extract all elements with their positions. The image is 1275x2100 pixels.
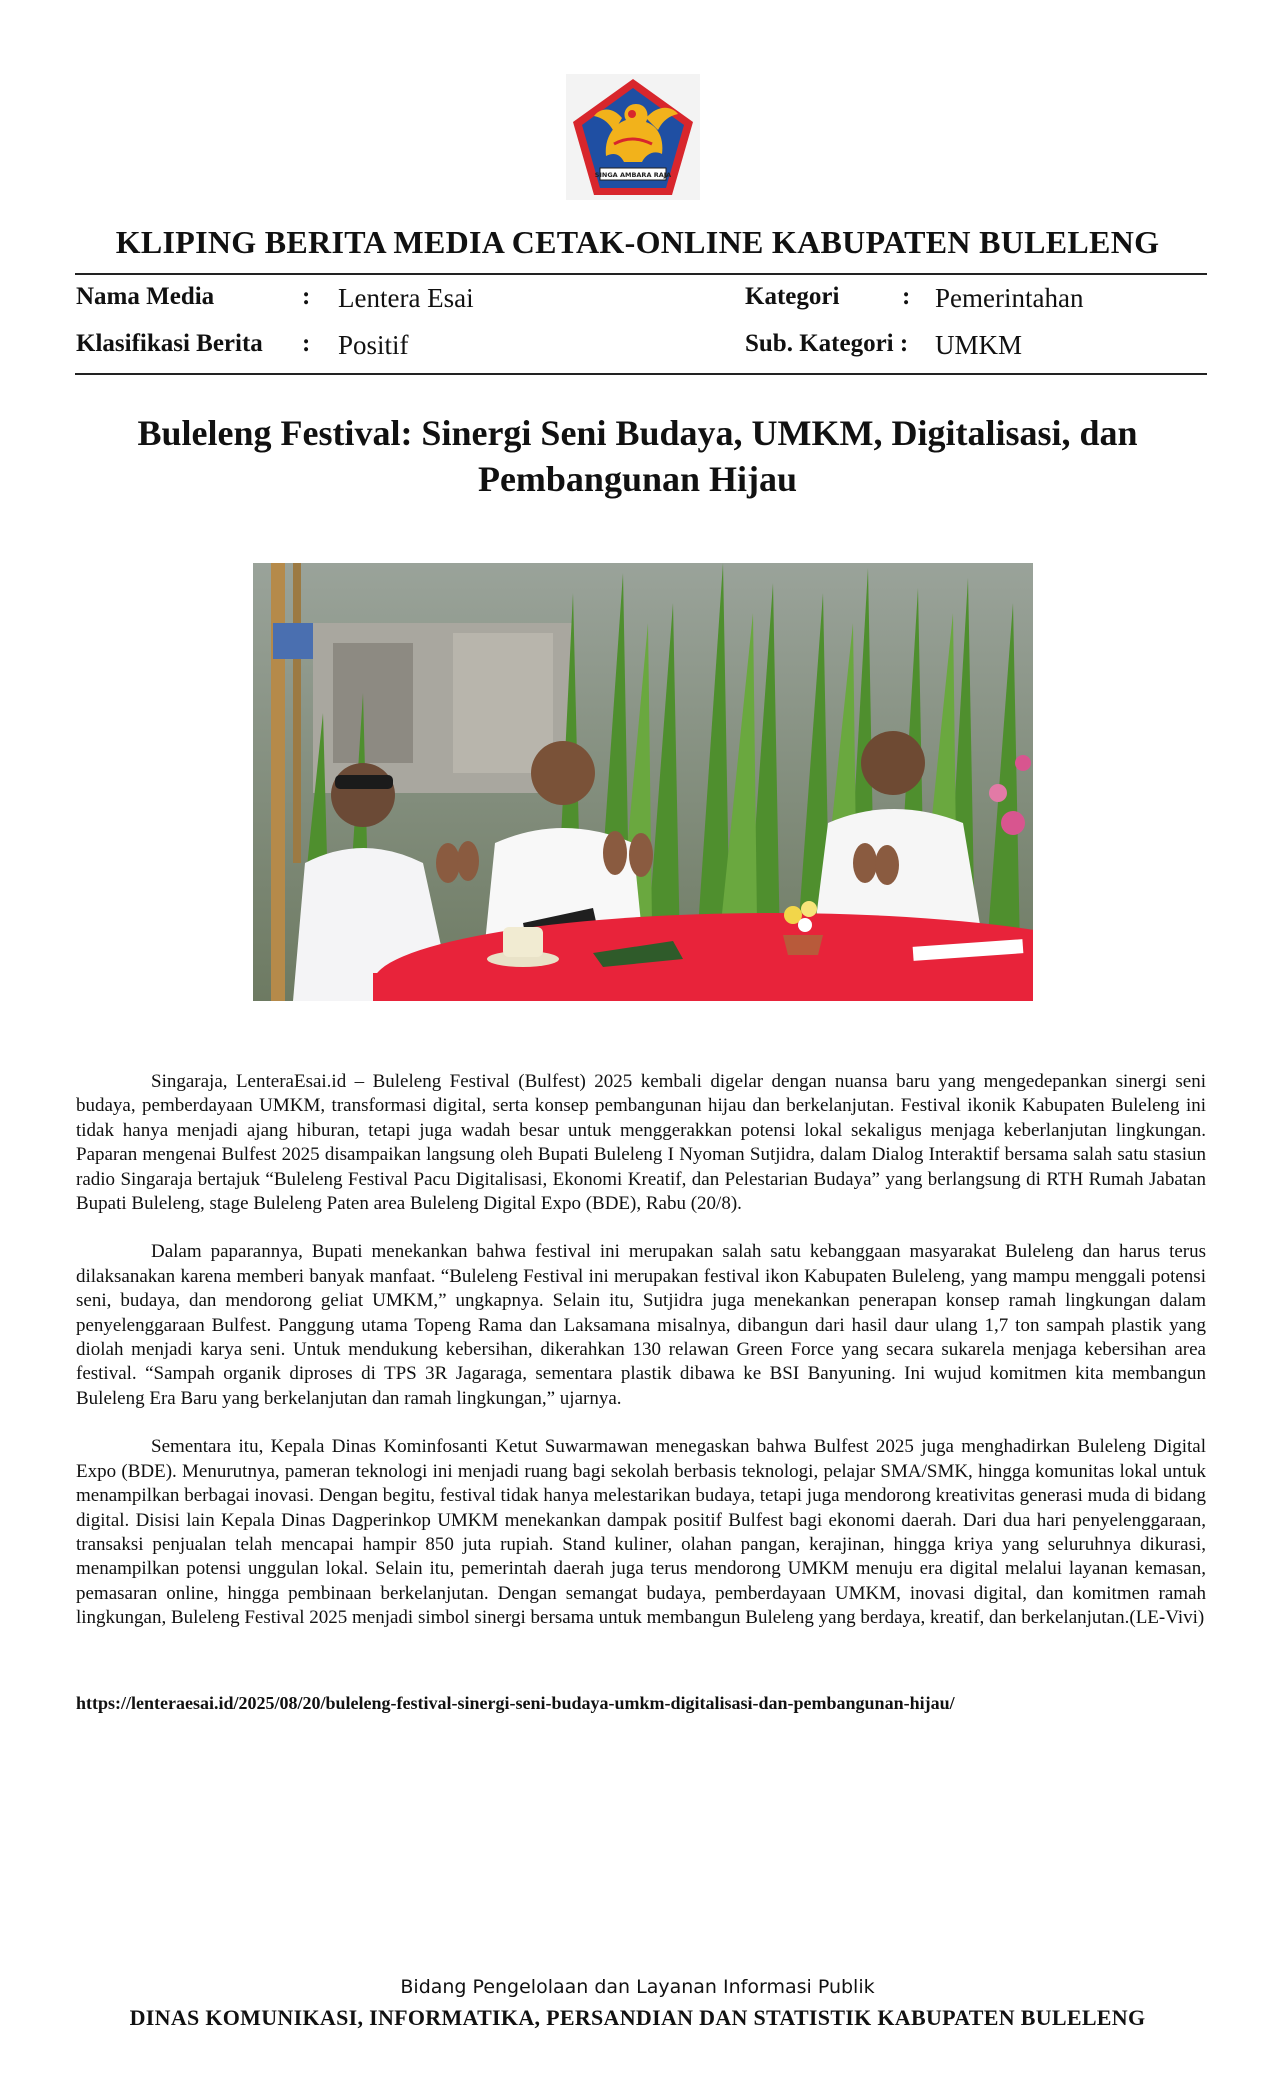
nama-media-colon: :	[302, 283, 311, 310]
article-photo	[253, 563, 1033, 1001]
headline-line-1: Buleleng Festival: Sinergi Seni Budaya, UMKM, Digitalisasi, dan	[137, 413, 1138, 453]
sub-kategori-label: Sub. Kategori :	[745, 330, 909, 357]
footer-agency: DINAS KOMUNIKASI, INFORMATIKA, PERSANDIAN DAN STATISTIK KABUPATEN BULELENG	[129, 2005, 1146, 2030]
document-title: KLIPING BERITA MEDIA CETAK-ONLINE KABUPATEN BULELENG	[115, 224, 1160, 260]
source-url-link[interactable]: https://lenteraesai.id/2025/08/20/buleleng-festival-sinergi-seni-budaya-umkm-digitalisasi-dan-pembangunan-hijau/	[76, 1693, 955, 1713]
footer-division: Bidang Pengelolaan dan Layanan Informasi Publik	[400, 1976, 875, 1998]
kabupaten-buleleng-crest-icon	[566, 74, 700, 200]
kategori-colon: :	[902, 283, 911, 310]
sub-kategori-value: UMKM	[935, 330, 1023, 360]
bottom-divider	[75, 373, 1207, 375]
headline-line-2: Pembangunan Hijau	[477, 459, 798, 499]
nama-media-value: Lentera Esai	[338, 283, 474, 313]
nama-media-label: Nama Media	[76, 283, 215, 310]
article-paragraph-2: Dalam paparannya, Bupati menekankan bahwa festival ini merupakan salah satu kebanggaan masyarakat Buleleng dan harus terus dilaksanakan karena memberi banyak manfaat. “Buleleng Festival ini merupakan festival ikon Kabupaten Buleleng, yang mampu menggali potensi seni, budaya, dan mendorong geliat UMKM,” ungkapnya. Selain itu, Sutjidra juga menekankan penerapan konsep ramah lingkungan dalam penyelenggaraan Bulfest. Panggung utama Topeng Rama dan Laksamana misalnya, dibangun dari hasil daur ulang 1,7 ton sampah plastik yang diolah menjadi karya seni. Untuk mendukung kebersihan, dikerahkan 130 relawan Green Force yang secara sukarela menjaga kebersihan area festival. “Sampah organik diproses di TPS 3R Jagaraga, sementara plastik dibawa ke BSI Banyuning. Ini wujud komitmen kita membangun Buleleng Era Baru yang berkelanjutan dan ramah lingkungan,” ujarnya.	[76, 1241, 1206, 1409]
article-headline	[100, 410, 1175, 502]
logo-motto: SINGA AMBARA RAJA	[594, 171, 672, 179]
article-paragraph-1: Singaraja, LenteraEsai.id – Buleleng Festival (Bulfest) 2025 kembali digelar dengan nuansa baru yang mengedepankan sinergi seni budaya, pemberdayaan UMKM, transformasi digital, serta konsep pembangunan hijau dan berkelanjutan. Festival ikonik Kabupaten Buleleng ini tidak hanya menjadi ajang hiburan, tetapi juga wadah besar untuk menggerakkan potensi lokal sekaligus menjaga keberlanjutan lingkungan. Paparan mengenai Bulfest 2025 disampaikan langsung oleh Bupati Buleleng I Nyoman Sutjidra, dalam Dialog Interaktif bersama salah satu stasiun radio Singaraja bertajuk “Buleleng Festival Pacu Digitalisasi, Ekonomi Kreatif, dan Pelestarian Budaya” yang berlangsung di RTH Rumah Jabatan Bupati Buleleng, stage Buleleng Paten area Buleleng Digital Expo (BDE), Rabu (20/8).	[76, 1071, 1206, 1215]
kategori-value: Pemerintahan	[935, 283, 1084, 313]
klasifikasi-colon: :	[302, 330, 311, 357]
top-divider	[75, 273, 1207, 275]
article-body	[76, 1070, 1206, 1655]
article-paragraph-3: Sementara itu, Kepala Dinas Kominfosanti Ketut Suwarmawan menegaskan bahwa Bulfest 2025 juga menghadirkan Buleleng Digital Expo (BDE). Menurutnya, pameran teknologi ini menjadi ruang bagi sekolah berbasis teknologi, pelajar SMA/SMK, hingga komunitas lokal untuk menampilkan berbagai inovasi. Dengan begitu, festival tidak hanya melestarikan budaya, tetapi juga mendorong kreativitas generasi muda di bidang digital. Disisi lain Kepala Dinas Dagperinkop UMKM menekankan dampak positif Bulfest bagi ekonomi daerah. Dari dua hari penyelenggaraan, transaksi penjualan telah mencapai hampir 850 juta rupiah. Stand kuliner, olahan pangan, kerajinan, hingga kriya yang seluruhnya dikurasi, menampilkan potensi unggulan lokal. Selain itu, pemerintah daerah juga terus mendorong UMKM menuju era digital melalui layanan kemasan, pemasaran online, hingga pembinaan berkelanjutan. Dengan semangat budaya, pemberdayaan UMKM, inovasi digital, dan komitmen ramah lingkungan, Buleleng Festival 2025 menjadi simbol sinergi bersama untuk membangun Buleleng yang berdaya, kreatif, dan berkelanjutan.(LE-Vivi)	[76, 1436, 1206, 1629]
kategori-label: Kategori	[745, 283, 840, 310]
klasifikasi-label: Klasifikasi Berita	[76, 330, 263, 357]
klasifikasi-value: Positif	[338, 330, 409, 360]
